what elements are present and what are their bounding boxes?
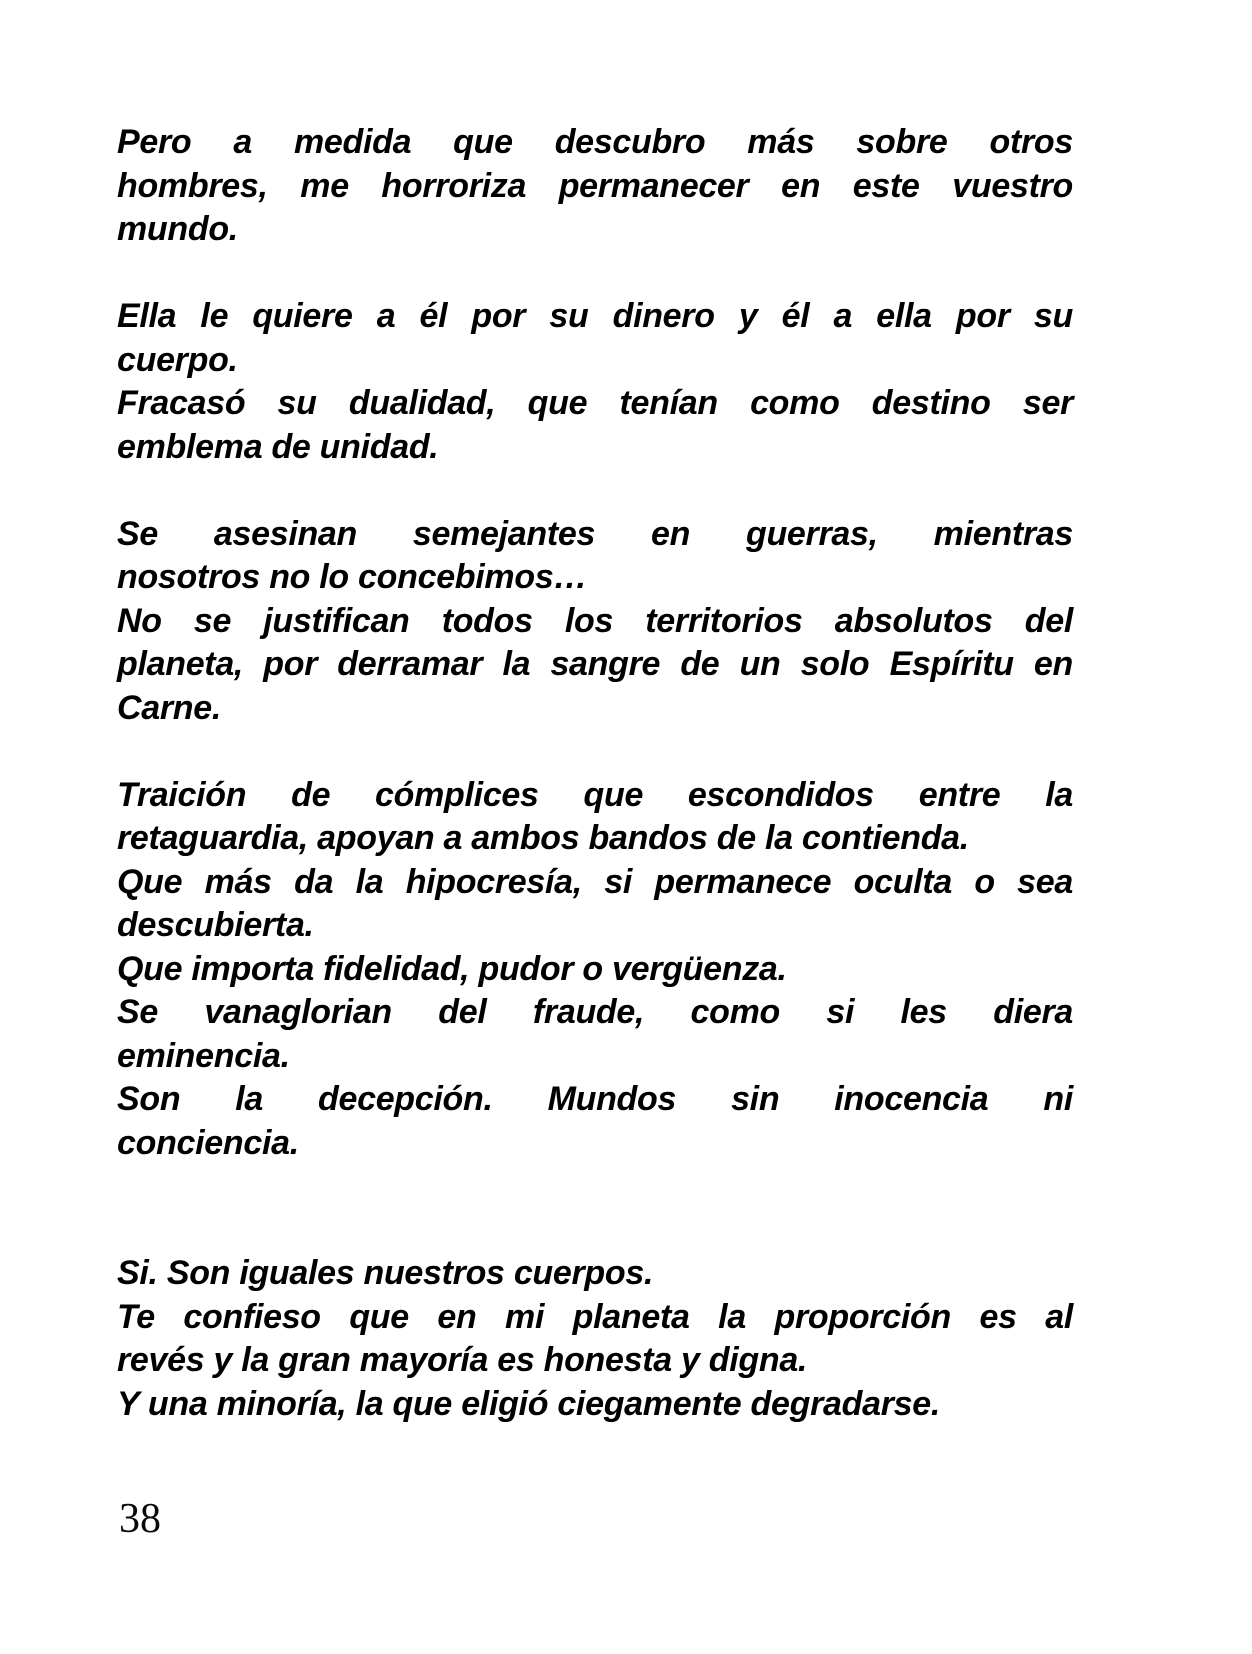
text-line: hombres, me horroriza permanecer en este vuestro [117,166,1073,205]
text-line: mundo. [117,210,238,248]
text-line: Pero a medida que descubro más sobre otros [117,123,1073,161]
text-line: Carne. [117,688,222,727]
text-line: eminencia. [117,1036,290,1075]
text-line: cuerpo. [117,340,238,379]
paragraph-block [117,1252,1073,1426]
text-line: No se justifican todos los territorios absolutos del [117,601,1073,640]
text-line: Y una minoría, la que eligió ciegamente degradarse. [117,1384,941,1423]
page-text [117,121,1073,1470]
text-line: Son la decepción. Mundos sin inocencia ni [117,1080,1073,1118]
text-line: Ella le quiere a él por su dinero y él a ella por su [117,297,1073,335]
text-line: retaguardia, apoyan a ambos bandos de la contienda. [117,819,969,857]
page-number: 38 [119,1496,161,1542]
text-line: Fracasó su dualidad, que tenían como destino ser [117,384,1073,422]
text-line: revés y la gran mayoría es honesta y digna. [117,1341,808,1379]
text-line: Te confieso que en mi planeta la proporción es al [117,1297,1073,1336]
text-line: Se vanaglorian del fraude, como si les diera [117,993,1073,1031]
text-line: descubierta. [117,906,314,944]
text-line: planeta, por derramar la sangre de un solo Espíritu en [117,645,1073,683]
paragraph-block [117,513,1073,731]
paragraph-block [117,121,1073,252]
text-line: emblema de unidad. [117,427,439,466]
paragraph-block [117,774,1073,1166]
text-line: nosotros no lo concebimos… [117,558,588,596]
paragraph-block [117,295,1073,469]
text-line: Se asesinan semejantes en guerras, mientras [117,514,1073,553]
text-line: Que importa fidelidad, pudor o vergüenza. [117,949,787,988]
text-line: Si. Son iguales nuestros cuerpos. [117,1254,654,1292]
text-line: Que más da la hipocresía, si permanece oculta o sea [117,862,1073,901]
text-line: Traición de cómplices que escondidos entre la [117,775,1073,814]
text-line: conciencia. [117,1123,299,1162]
